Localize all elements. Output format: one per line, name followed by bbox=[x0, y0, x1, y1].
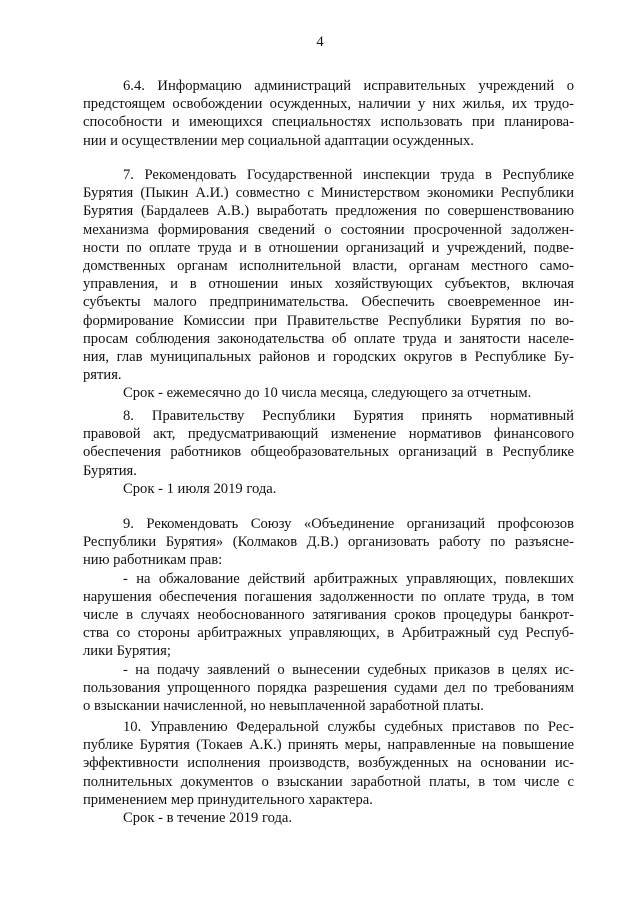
text-line: механизма формирования сведений о состоянии просроченной задолжен- bbox=[83, 221, 574, 238]
text-line: ния, глав муниципальных районов и городских округов в Республике Бу- bbox=[83, 348, 574, 365]
text-line: эффективности исполнения производств, возбужденных на основании ис- bbox=[83, 755, 574, 772]
text-line: Бурятия (Пыкин А.И.) совместно с Министерством экономики Республики bbox=[83, 185, 574, 202]
text-line: обеспечения работников общеобразовательных организаций в Республике bbox=[83, 444, 574, 461]
deadline-line: Срок - 1 июля 2019 года. bbox=[123, 480, 277, 497]
text-line: домственных органам исполнительной власти, органам местного само- bbox=[83, 257, 574, 274]
text-line: 7. Рекомендовать Государственной инспекции труда в Республике bbox=[123, 167, 574, 183]
paragraph-9 bbox=[83, 515, 574, 715]
text-line: о взыскании начисленной, но невыплаченной заработной платы. bbox=[83, 697, 484, 714]
text-line: ства со стороны арбитражных управляющих, в Арбитражный суд Респуб- bbox=[83, 625, 574, 642]
text-line: 10. Управлению Федеральной службы судебных приставов по Рес- bbox=[123, 719, 574, 735]
text-line: нию работникам прав: bbox=[83, 552, 223, 569]
paragraph-10 bbox=[83, 718, 574, 827]
deadline-line: Срок - ежемесячно до 10 числа месяца, следующего за отчетным. bbox=[123, 385, 532, 402]
text-line: применением мер принудительного характера. bbox=[83, 791, 373, 808]
text-line: управления, и в отношении иных хозяйствующих субъектов, включая bbox=[83, 276, 574, 293]
text-line: способности и имеющихся специальностях использовать при планирова- bbox=[83, 114, 574, 131]
paragraph-7 bbox=[83, 166, 574, 402]
text-line: предстоящем освобождении осужденных, наличии у них жилья, их трудо- bbox=[83, 96, 574, 113]
text-line: нарушения обеспечения погашения задолженности по оплате труда, в том bbox=[83, 588, 574, 605]
text-line: субъекты малого предпринимательства. Обеспечить своевременное ин- bbox=[83, 294, 574, 311]
text-line: правовой акт, предусматривающий изменение нормативов финансового bbox=[83, 426, 574, 443]
text-line: полнительных документов о взыскании заработной платы, в том числе с bbox=[83, 773, 574, 790]
text-line: Республики Бурятия» (Колмаков Д.В.) организовать работу по разъясне- bbox=[83, 534, 574, 551]
text-line: - на обжалование действий арбитражных управляющих, повлекших bbox=[123, 570, 574, 587]
page-number: 4 bbox=[316, 34, 324, 50]
text-line: 9. Рекомендовать Союзу «Объединение организаций профсоюзов bbox=[123, 516, 574, 532]
text-line: ности по оплате труда и в отношении организаций и учреждений, подве- bbox=[83, 239, 574, 256]
text-line: Бурятия (Бардалеев А.В.) выработать предложения по совершенствованию bbox=[83, 203, 574, 220]
text-line: рятия. bbox=[83, 367, 122, 384]
text-line: 8. Правительству Республики Бурятия принять нормативный bbox=[123, 408, 574, 424]
text-line: числе в случаях необоснованного затягивания сроков процедуры банкрот- bbox=[83, 606, 574, 623]
text-line: - на подачу заявлений о вынесении судебных приказов в целях ис- bbox=[123, 661, 574, 678]
text-line: публике Бурятия (Токаев А.К.) принять меры, направленные на повышение bbox=[83, 737, 574, 754]
text-line: формирование Комиссии при Правительстве Республики Бурятия по во- bbox=[83, 312, 574, 329]
paragraph-6-4 bbox=[83, 77, 574, 150]
deadline-line: Срок - в течение 2019 года. bbox=[123, 809, 293, 826]
text-line: лики Бурятия; bbox=[83, 643, 171, 660]
text-line: пользования упрощенного порядка разрешения судами дел по требованиям bbox=[83, 679, 574, 696]
text-line: 6.4. Информацию администраций исправительных учреждений о bbox=[123, 78, 574, 94]
text-line: нии и осуществлении мер социальной адаптации осужденных. bbox=[83, 132, 474, 149]
paragraph-8 bbox=[83, 407, 574, 498]
text-line: Бурятия. bbox=[83, 462, 137, 479]
text-line: просам соблюдения законодательства об оплате труда и занятости населе- bbox=[83, 330, 574, 347]
